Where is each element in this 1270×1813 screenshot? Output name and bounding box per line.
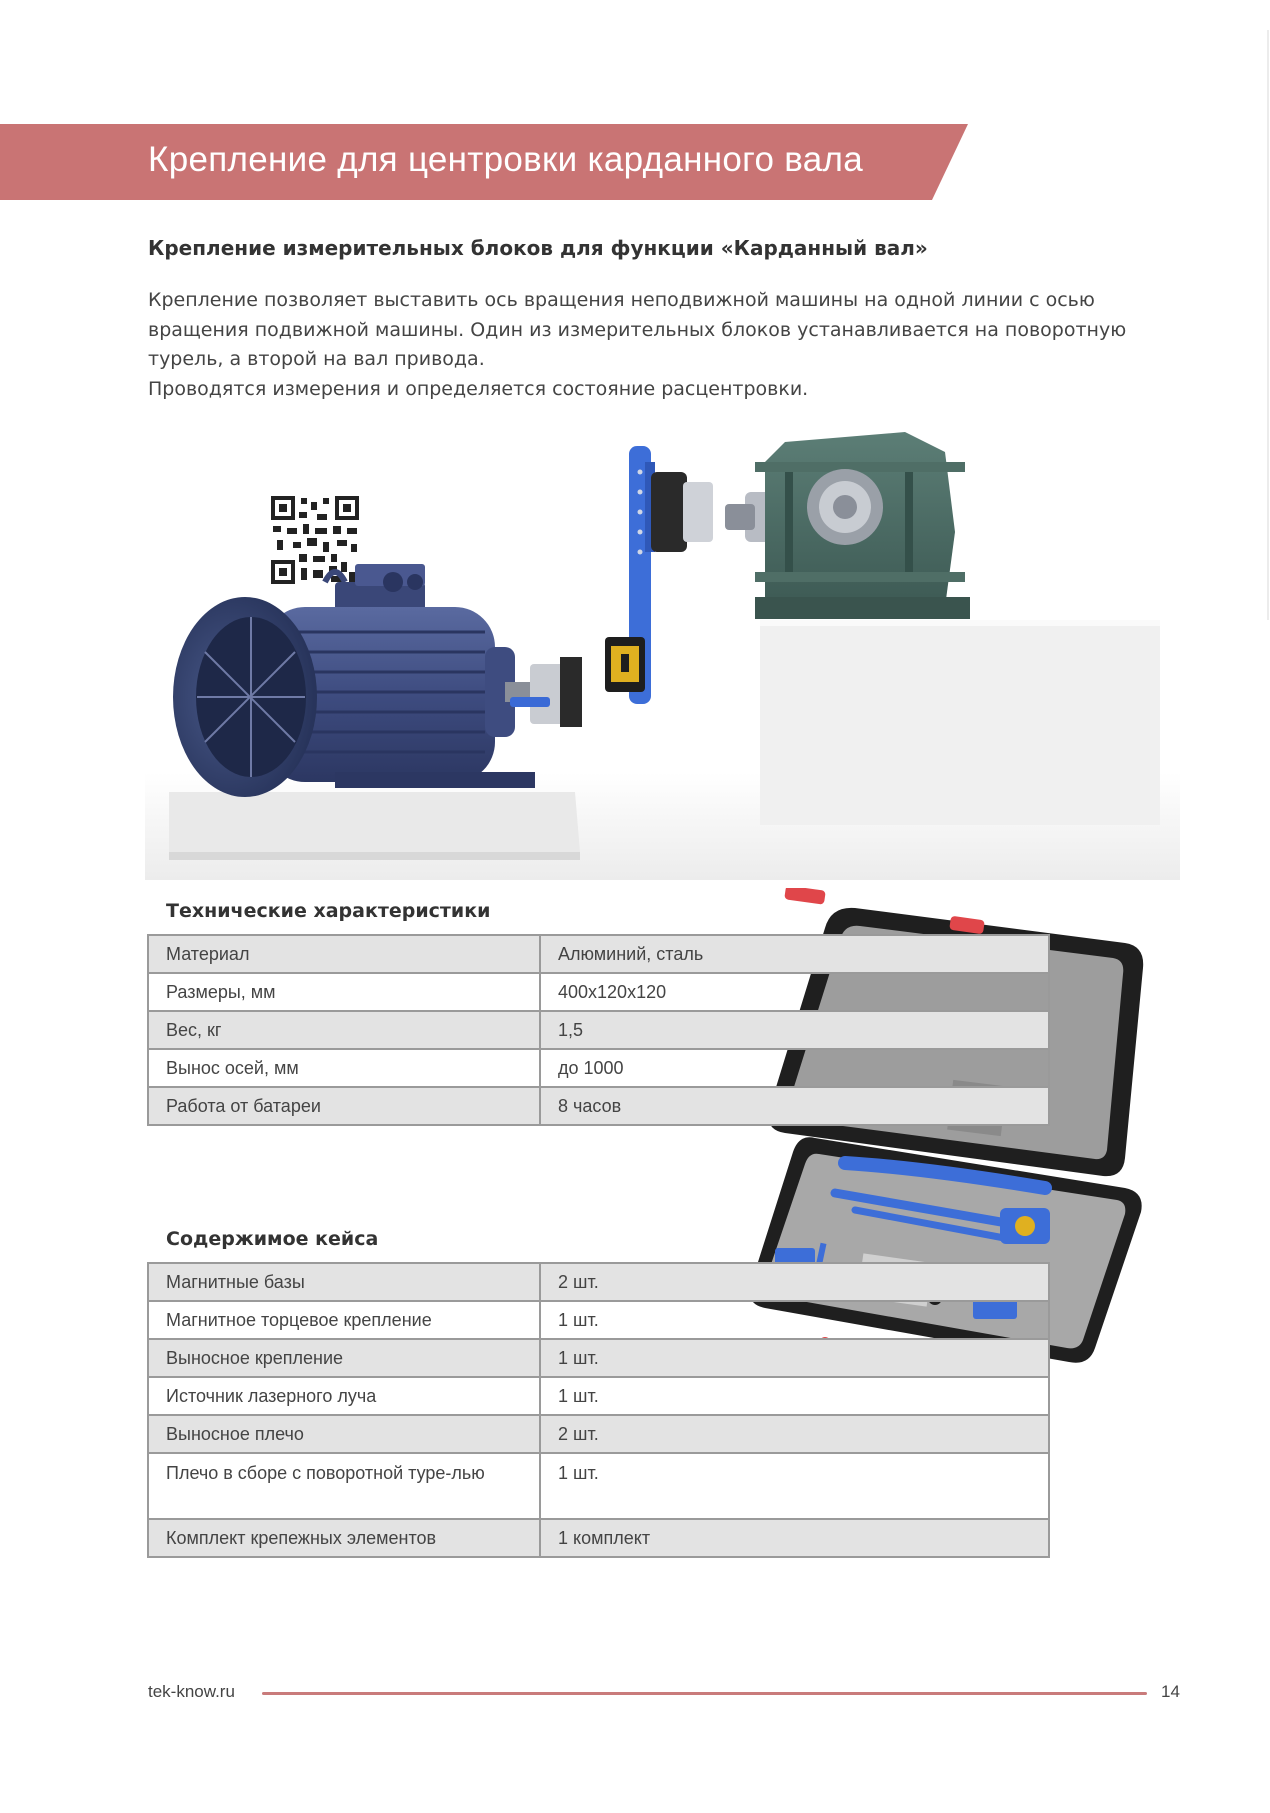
spec-value: 1,5: [540, 1011, 1049, 1049]
page-title: Крепление для центровки карданного вала: [148, 140, 863, 179]
spec-value: 8 часов: [540, 1087, 1049, 1125]
spec-value: до 1000: [540, 1049, 1049, 1087]
motor-pedestal: [169, 792, 580, 860]
table-row: [148, 1519, 1049, 1557]
intro-paragraph-1: Крепление позволяет выставить ось вращения неподвижной машины на одной линии с осью вращения подвижной машины. Один из измерительных блоков устанавливается на поворотную турель, а второй на вал привода.: [148, 289, 1127, 370]
contents-label: Комплект крепежных элементов: [148, 1519, 540, 1557]
contents-value: 1 комплект: [540, 1519, 1049, 1557]
table-row: [148, 1011, 1049, 1049]
qr-code: [271, 496, 359, 584]
page-edge-rule: [1267, 30, 1269, 620]
gearbox-pedestal: [760, 620, 1160, 825]
spec-label: Вынос осей, мм: [148, 1049, 540, 1087]
spec-label: Размеры, мм: [148, 973, 540, 1011]
contents-value: 2 шт.: [540, 1415, 1049, 1453]
section-subtitle: Крепление измерительных блоков для функции «Карданный вал»: [148, 236, 928, 260]
spec-value: Алюминий, сталь: [540, 935, 1049, 973]
table-row: [148, 1339, 1049, 1377]
table-row: [148, 1087, 1049, 1125]
specs-heading: Технические характеристики: [166, 900, 491, 922]
spec-label: Материал: [148, 935, 540, 973]
footer-site-link[interactable]: tek-know.ru: [148, 1682, 235, 1701]
contents-label: Выносное плечо: [148, 1415, 540, 1453]
contents-value: 1 шт.: [540, 1339, 1049, 1377]
table-row: [148, 1377, 1049, 1415]
spec-value: 400х120х120: [540, 973, 1049, 1011]
contents-label: Выносное крепление: [148, 1339, 540, 1377]
spec-label: Работа от батареи: [148, 1087, 540, 1125]
contents-label: Магнитные базы: [148, 1263, 540, 1301]
contents-value: 1 шт.: [540, 1377, 1049, 1415]
contents-label: Источник лазерного луча: [148, 1377, 540, 1415]
table-row: [148, 1263, 1049, 1301]
contents-value: 2 шт.: [540, 1263, 1049, 1301]
contents-label: Плечо в сборе с поворотной туре-лью: [148, 1453, 540, 1519]
table-row: [148, 973, 1049, 1011]
contents-table: [147, 1262, 1050, 1558]
shaft-alignment-illustration: [145, 432, 1180, 880]
contents-value: 1 шт.: [540, 1453, 1049, 1519]
table-row: [148, 1301, 1049, 1339]
contents-heading: Содержимое кейса: [166, 1228, 379, 1250]
intro-text: [148, 286, 1188, 404]
spec-label: Вес, кг: [148, 1011, 540, 1049]
table-row: [148, 1049, 1049, 1087]
page-number: 14: [1161, 1682, 1180, 1701]
footer-divider: [262, 1692, 1147, 1695]
table-row: [148, 1415, 1049, 1453]
intro-paragraph-2: Проводятся измерения и определяется состояние расцентровки.: [148, 377, 809, 400]
table-row: [148, 1453, 1049, 1519]
table-row: [148, 935, 1049, 973]
contents-label: Магнитное торцевое крепление: [148, 1301, 540, 1339]
specs-table: [147, 934, 1050, 1126]
contents-value: 1 шт.: [540, 1301, 1049, 1339]
